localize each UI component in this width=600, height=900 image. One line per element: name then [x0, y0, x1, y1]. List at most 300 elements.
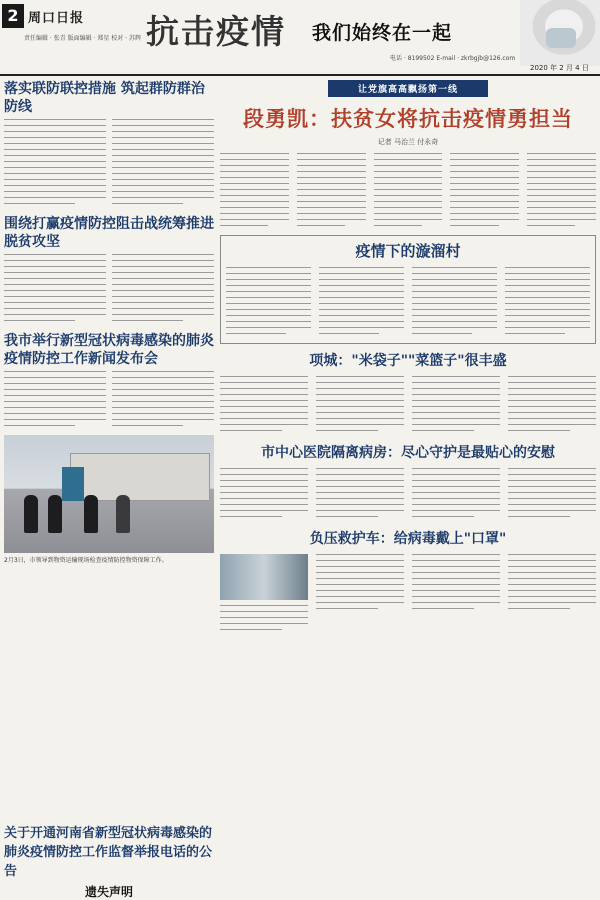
text-line — [220, 468, 308, 469]
text-line — [4, 284, 106, 285]
text-line — [450, 165, 519, 166]
text-line — [226, 303, 311, 304]
text-line — [112, 389, 214, 390]
text-line — [412, 602, 500, 603]
text-line — [297, 171, 366, 172]
text-line — [374, 183, 443, 184]
text-line — [508, 430, 570, 431]
text-line — [508, 578, 596, 579]
text-line — [412, 492, 500, 493]
text-line — [412, 297, 497, 298]
xiangcheng-headline: 项城："米袋子""菜篮子"很丰盛 — [309, 353, 507, 369]
text-line — [226, 309, 311, 310]
text-line — [412, 382, 500, 383]
text-line — [316, 480, 404, 481]
text-line — [450, 159, 519, 160]
text-line — [220, 219, 289, 220]
text-line — [220, 623, 308, 624]
text-line — [527, 207, 596, 208]
text-line — [508, 516, 570, 517]
text-line — [4, 401, 106, 402]
headline-poverty-alleviation: 围绕打赢疫情防控阻击战统筹推进脱贫攻坚 — [4, 216, 214, 250]
section-title: 抗击疫情 — [146, 12, 286, 51]
text-line — [112, 149, 214, 150]
text-line — [527, 153, 596, 154]
text-line — [220, 177, 289, 178]
text-line — [4, 254, 106, 255]
text-line — [112, 272, 214, 273]
text-line — [4, 125, 106, 126]
text-line — [4, 395, 106, 396]
text-line — [508, 474, 596, 475]
text-line — [450, 171, 519, 172]
text-line — [412, 560, 500, 561]
text-line — [112, 191, 214, 192]
text-line — [112, 137, 214, 138]
photo-caption: 2月3日，市领导到物资运输现场检查疫情防控物资保障工作。 — [4, 557, 168, 564]
text-line — [112, 314, 214, 315]
article-body-2 — [4, 254, 214, 326]
village-article-body — [226, 267, 590, 339]
text-line — [316, 406, 404, 407]
text-line — [412, 516, 474, 517]
text-line — [374, 225, 422, 226]
text-line — [220, 394, 308, 395]
text-line — [4, 314, 106, 315]
text-line — [508, 608, 570, 609]
text-line — [226, 315, 311, 316]
text-line — [112, 284, 214, 285]
text-line — [316, 504, 404, 505]
text-line — [220, 388, 308, 389]
text-line — [4, 149, 106, 150]
text-line — [220, 611, 308, 612]
text-line — [4, 119, 106, 120]
text-line — [319, 279, 404, 280]
text-line — [412, 406, 500, 407]
text-line — [527, 201, 596, 202]
editor-credits: 责任编辑 · 张青 版面编辑 · 郑星 校对 · 苏辉 — [24, 35, 141, 42]
section-slogan: 我们始终在一起 — [312, 22, 453, 44]
text-line — [412, 596, 500, 597]
text-line — [220, 201, 289, 202]
text-line — [316, 584, 404, 585]
text-line — [297, 189, 366, 190]
text-line — [316, 572, 404, 573]
text-line — [4, 296, 106, 297]
text-line — [226, 279, 311, 280]
text-line — [319, 321, 404, 322]
text-line — [220, 617, 308, 618]
text-line — [112, 167, 214, 168]
text-line — [220, 412, 308, 413]
truck-image — [70, 453, 210, 501]
text-line — [412, 388, 500, 389]
text-line — [505, 273, 590, 274]
text-line — [450, 201, 519, 202]
text-line — [112, 155, 214, 156]
text-line — [316, 554, 404, 555]
text-line — [4, 143, 106, 144]
text-line — [112, 308, 214, 309]
text-line — [220, 225, 268, 226]
text-line — [412, 510, 500, 511]
text-line — [112, 185, 214, 186]
page-number: 2 — [2, 4, 24, 28]
text-line — [412, 566, 500, 567]
text-line — [112, 125, 214, 126]
text-line — [4, 185, 106, 186]
text-line — [508, 510, 596, 511]
text-line — [112, 413, 214, 414]
masthead — [0, 0, 600, 72]
text-line — [297, 213, 366, 214]
text-line — [112, 407, 214, 408]
ambulance-headline: 负压救护车：给病毒戴上"口罩" — [309, 531, 507, 547]
text-line — [505, 267, 590, 268]
text-line — [527, 177, 596, 178]
supplies-truck-photo — [4, 435, 214, 553]
text-line — [226, 273, 311, 274]
text-line — [505, 285, 590, 286]
text-line — [319, 267, 404, 268]
text-line — [112, 383, 214, 384]
text-line — [297, 159, 366, 160]
text-line — [316, 602, 404, 603]
notice-headline: 关于开通河南省新型冠状病毒感染的肺炎疫情防控工作监督举报电话的公告 — [4, 826, 213, 879]
text-line — [316, 608, 378, 609]
text-line — [112, 302, 214, 303]
text-line — [527, 195, 596, 196]
text-line — [4, 191, 106, 192]
text-line — [319, 309, 404, 310]
main-article-body — [220, 153, 596, 231]
text-line — [4, 290, 106, 291]
text-line — [508, 486, 596, 487]
hospital-ward-headline: 市中心医院隔离病房：尽心守护是最贴心的安慰 — [261, 445, 555, 461]
byline: 记者 马治兰 付永奇 — [377, 138, 439, 146]
text-line — [4, 377, 106, 378]
text-line — [316, 590, 404, 591]
text-line — [220, 171, 289, 172]
text-line — [316, 376, 404, 377]
text-line — [412, 267, 497, 268]
top-divider — [0, 74, 600, 76]
text-line — [297, 177, 366, 178]
text-line — [505, 315, 590, 316]
text-line — [412, 430, 474, 431]
text-line — [450, 177, 519, 178]
text-line — [319, 273, 404, 274]
text-line — [505, 297, 590, 298]
text-line — [412, 554, 500, 555]
text-line — [374, 213, 443, 214]
text-line — [450, 195, 519, 196]
text-line — [4, 419, 106, 420]
text-line — [4, 407, 106, 408]
text-line — [112, 173, 214, 174]
text-line — [450, 183, 519, 184]
text-line — [220, 510, 308, 511]
text-line — [412, 424, 500, 425]
text-line — [220, 486, 308, 487]
main-headline: 段勇凯：扶贫女将抗击疫情勇担当 — [243, 106, 573, 131]
village-headline: 疫情下的漩溜村 — [355, 242, 461, 260]
text-line — [4, 308, 106, 309]
text-line — [450, 153, 519, 154]
person-figure — [84, 495, 98, 533]
text-line — [220, 498, 308, 499]
text-line — [112, 203, 183, 204]
text-line — [412, 474, 500, 475]
article-body-3 — [4, 371, 214, 431]
text-line — [374, 201, 443, 202]
text-line — [316, 418, 404, 419]
text-line — [220, 382, 308, 383]
text-line — [4, 203, 75, 204]
text-line — [220, 189, 289, 190]
text-line — [316, 510, 404, 511]
text-line — [4, 167, 106, 168]
text-line — [527, 159, 596, 160]
text-line — [316, 424, 404, 425]
text-line — [508, 394, 596, 395]
text-line — [220, 406, 308, 407]
left-column — [4, 80, 214, 899]
text-line — [412, 412, 500, 413]
text-line — [508, 406, 596, 407]
text-line — [220, 159, 289, 160]
text-line — [4, 302, 106, 303]
text-line — [297, 225, 345, 226]
text-line — [112, 197, 214, 198]
text-line — [527, 171, 596, 172]
text-line — [316, 430, 378, 431]
text-line — [4, 320, 75, 321]
text-line — [220, 629, 282, 630]
text-line — [412, 590, 500, 591]
text-line — [412, 333, 472, 334]
text-line — [4, 131, 106, 132]
text-line — [527, 183, 596, 184]
text-line — [220, 516, 282, 517]
text-line — [226, 291, 311, 292]
village-feature-box — [220, 235, 596, 344]
article-body-1 — [4, 119, 214, 209]
text-line — [316, 566, 404, 567]
text-line — [508, 424, 596, 425]
text-line — [4, 383, 106, 384]
text-line — [412, 321, 497, 322]
text-line — [412, 572, 500, 573]
text-line — [316, 498, 404, 499]
text-line — [412, 273, 497, 274]
text-line — [508, 418, 596, 419]
text-line — [316, 596, 404, 597]
text-line — [4, 371, 106, 372]
text-line — [316, 492, 404, 493]
text-line — [220, 418, 308, 419]
text-line — [508, 388, 596, 389]
text-line — [508, 376, 596, 377]
issue-date: 2020 年 2 月 4 日 — [530, 64, 589, 72]
text-line — [505, 291, 590, 292]
text-line — [319, 297, 404, 298]
text-line — [412, 279, 497, 280]
text-line — [508, 412, 596, 413]
face-mask-graphic — [546, 28, 576, 48]
text-line — [527, 219, 596, 220]
text-line — [297, 195, 366, 196]
text-line — [505, 303, 590, 304]
text-line — [220, 504, 308, 505]
ambulance-photo — [220, 554, 308, 600]
text-line — [412, 468, 500, 469]
text-line — [112, 377, 214, 378]
text-line — [508, 566, 596, 567]
text-line — [508, 602, 596, 603]
text-line — [220, 183, 289, 184]
text-line — [4, 413, 106, 414]
text-line — [374, 171, 443, 172]
text-line — [220, 195, 289, 196]
text-line — [316, 468, 404, 469]
text-line — [450, 207, 519, 208]
person-figure — [24, 495, 38, 533]
text-line — [112, 260, 214, 261]
text-line — [527, 225, 575, 226]
text-line — [4, 173, 106, 174]
text-line — [412, 504, 500, 505]
ambulance-article-body — [220, 554, 596, 635]
text-line — [112, 371, 214, 372]
text-line — [297, 207, 366, 208]
text-line — [505, 279, 590, 280]
text-line — [450, 213, 519, 214]
xiangcheng-article-body — [220, 376, 596, 436]
text-line — [319, 327, 404, 328]
text-line — [220, 376, 308, 377]
text-line — [508, 572, 596, 573]
text-line — [4, 278, 106, 279]
text-line — [297, 219, 366, 220]
hospital-article-body — [220, 468, 596, 522]
text-line — [374, 195, 443, 196]
text-line — [412, 285, 497, 286]
text-line — [508, 400, 596, 401]
text-line — [4, 179, 106, 180]
text-line — [319, 333, 379, 334]
text-line — [112, 419, 214, 420]
text-line — [412, 418, 500, 419]
text-line — [508, 590, 596, 591]
person-figure — [116, 495, 130, 533]
text-line — [374, 189, 443, 190]
lost-declaration-title: 遗失声明 — [84, 885, 133, 899]
text-line — [319, 291, 404, 292]
text-line — [412, 400, 500, 401]
text-line — [112, 161, 214, 162]
text-line — [112, 143, 214, 144]
text-line — [505, 333, 565, 334]
text-line — [220, 165, 289, 166]
text-line — [374, 159, 443, 160]
text-line — [316, 486, 404, 487]
text-line — [319, 285, 404, 286]
text-line — [450, 189, 519, 190]
text-line — [412, 486, 500, 487]
text-line — [297, 153, 366, 154]
text-line — [450, 219, 519, 220]
text-line — [220, 605, 308, 606]
text-line — [112, 278, 214, 279]
notice-section — [4, 822, 214, 900]
text-line — [505, 327, 590, 328]
text-line — [527, 165, 596, 166]
text-line — [374, 177, 443, 178]
text-line — [220, 480, 308, 481]
text-line — [412, 498, 500, 499]
right-area — [220, 80, 596, 844]
text-line — [412, 309, 497, 310]
text-line — [4, 389, 106, 390]
text-line — [226, 285, 311, 286]
text-line — [316, 400, 404, 401]
text-line — [4, 155, 106, 156]
text-line — [220, 430, 282, 431]
text-line — [412, 608, 474, 609]
text-line — [112, 290, 214, 291]
text-line — [297, 183, 366, 184]
text-line — [220, 400, 308, 401]
text-line — [319, 303, 404, 304]
text-line — [316, 474, 404, 475]
text-line — [112, 395, 214, 396]
text-line — [412, 291, 497, 292]
text-line — [220, 213, 289, 214]
text-line — [374, 153, 443, 154]
text-line — [316, 578, 404, 579]
text-line — [112, 254, 214, 255]
text-line — [316, 388, 404, 389]
text-line — [508, 584, 596, 585]
text-line — [450, 225, 498, 226]
text-line — [220, 207, 289, 208]
text-line — [412, 303, 497, 304]
text-line — [4, 260, 106, 261]
text-line — [297, 201, 366, 202]
text-line — [374, 219, 443, 220]
text-line — [508, 480, 596, 481]
text-line — [412, 394, 500, 395]
text-line — [316, 560, 404, 561]
text-line — [316, 382, 404, 383]
newspaper-name: 周口日报 — [28, 11, 85, 26]
text-line — [220, 153, 289, 154]
text-line — [4, 161, 106, 162]
text-line — [112, 131, 214, 132]
text-line — [4, 272, 106, 273]
text-line — [508, 468, 596, 469]
text-line — [508, 504, 596, 505]
text-line — [508, 596, 596, 597]
text-line — [4, 197, 106, 198]
headline-press-conference: 我市举行新型冠状病毒感染的肺炎疫情防控工作新闻发布会 — [4, 333, 214, 367]
text-line — [316, 516, 378, 517]
text-line — [112, 119, 214, 120]
text-line — [316, 394, 404, 395]
text-line — [508, 492, 596, 493]
